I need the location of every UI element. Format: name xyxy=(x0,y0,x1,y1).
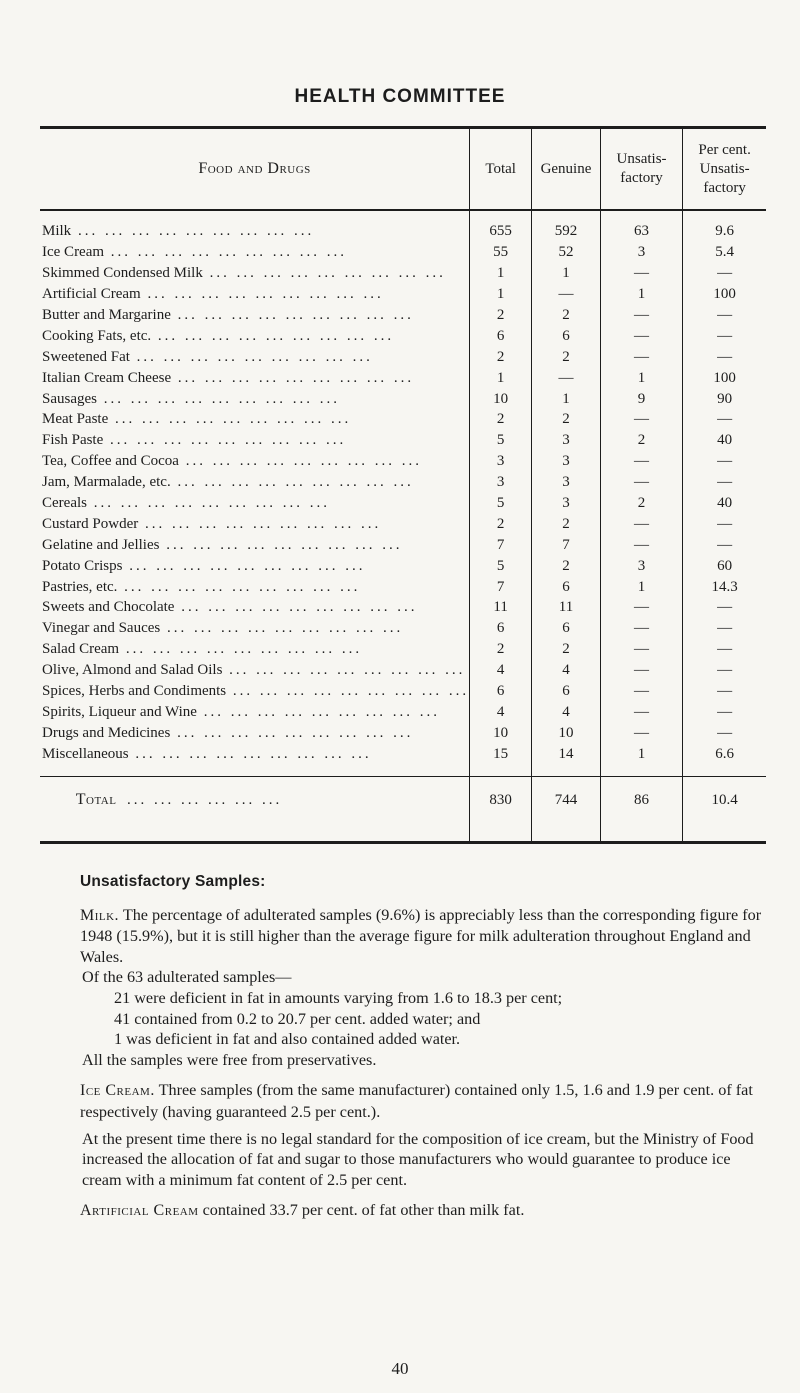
row-genuine: 14 xyxy=(532,743,601,764)
report-text xyxy=(82,872,768,1222)
row-unsatisfactory: — xyxy=(600,513,682,534)
row-percent: — xyxy=(683,305,766,326)
row-percent: — xyxy=(683,472,766,493)
row-total: 655 xyxy=(470,221,532,242)
row-genuine: 6 xyxy=(532,618,601,639)
row-food-name: Cooking Fats, etc. ... ... ... ... ... ... ... ... ... xyxy=(42,327,395,344)
row-percent: — xyxy=(683,701,766,722)
row-food-name: Milk ... ... ... ... ... ... ... ... ... xyxy=(42,223,315,240)
row-unsatisfactory: — xyxy=(600,305,682,326)
table-row xyxy=(40,639,766,660)
row-percent: — xyxy=(683,597,766,618)
row-food-name: Salad Cream ... ... ... ... ... ... ... ... ... xyxy=(42,641,363,658)
row-genuine: — xyxy=(532,367,601,388)
row-genuine: 3 xyxy=(532,493,601,514)
row-genuine: 1 xyxy=(532,388,601,409)
row-genuine: 3 xyxy=(532,430,601,451)
total-unsatisfactory: 86 xyxy=(600,777,682,824)
row-total: 5 xyxy=(470,555,532,576)
table-row xyxy=(40,430,766,451)
row-total: 6 xyxy=(470,618,532,639)
row-percent: — xyxy=(683,681,766,702)
row-food-name: Butter and Margarine ... ... ... ... ... ... ... ... ... xyxy=(42,307,414,323)
total-row xyxy=(40,777,766,824)
row-total: 2 xyxy=(470,346,532,367)
row-unsatisfactory: — xyxy=(600,472,682,493)
row-genuine: 4 xyxy=(532,660,601,681)
total-label: Total ... ... ... ... ... ... xyxy=(40,777,470,824)
row-percent: — xyxy=(683,451,766,472)
table-row xyxy=(40,451,766,472)
table-row xyxy=(40,263,766,284)
milk-list-item: 41 contained from 0.2 to 20.7 per cent. added water; and xyxy=(114,1009,481,1028)
row-total: 15 xyxy=(470,743,532,764)
total-percent: 10.4 xyxy=(683,777,766,824)
row-unsatisfactory: — xyxy=(600,597,682,618)
row-total: 6 xyxy=(470,325,532,346)
row-genuine: 2 xyxy=(532,555,601,576)
table-row xyxy=(40,722,766,743)
total-genuine: 744 xyxy=(532,777,601,824)
row-genuine: 6 xyxy=(532,325,601,346)
row-percent: 40 xyxy=(683,430,766,451)
row-unsatisfactory: — xyxy=(600,660,682,681)
food-drugs-table xyxy=(40,126,766,844)
row-food-name: Tea, Coffee and Cocoa ... ... ... ... ... ... ... ... ... xyxy=(42,453,422,470)
row-total: 1 xyxy=(470,263,532,284)
row-percent: 9.6 xyxy=(683,221,766,242)
table-row xyxy=(40,555,766,576)
table-row xyxy=(40,346,766,367)
table-row xyxy=(40,493,766,514)
row-percent: — xyxy=(683,263,766,284)
page-number: 40 xyxy=(391,1359,409,1378)
row-genuine: 3 xyxy=(532,472,601,493)
row-unsatisfactory: — xyxy=(600,618,682,639)
ice-cream-standard-text: At the present time there is no legal standard for the composition of ice cream, but the Ministry of Food increased the allocation of fat and sugar to those manufacturers who would guarantee to produce ice cream with a minimum fat content of 2.5 per cent. xyxy=(82,1129,754,1189)
row-food-name: Olive, Almond and Salad Oils ... ... ... ... ... ... ... ... ... xyxy=(42,662,466,679)
total-total: 830 xyxy=(470,777,532,824)
row-food-name: Italian Cream Cheese ... ... ... ... ... ... ... ... ... xyxy=(42,369,415,386)
row-unsatisfactory: 1 xyxy=(600,743,682,764)
row-food-name: Miscellaneous ... ... ... ... ... ... ... ... ... xyxy=(42,745,372,762)
row-food-name: Potato Crisps ... ... ... ... ... ... ... ... ... xyxy=(42,557,366,574)
row-unsatisfactory: — xyxy=(600,325,682,346)
header-row xyxy=(40,128,766,211)
row-food-name: Pastries, etc. ... ... ... ... ... ... ... ... ... xyxy=(42,578,361,595)
table-row xyxy=(40,660,766,681)
table-row xyxy=(40,221,766,242)
row-food-name: Jam, Marmalade, etc. ... ... ... ... ... ... ... ... ... xyxy=(42,474,414,491)
row-unsatisfactory: 63 xyxy=(600,221,682,242)
row-total: 2 xyxy=(470,639,532,660)
row-food-name: Vinegar and Sauces ... ... ... ... ... ... ... ... ... xyxy=(42,620,404,637)
row-unsatisfactory: 1 xyxy=(600,576,682,597)
table-row xyxy=(40,409,766,430)
row-genuine: — xyxy=(532,284,601,305)
row-percent: — xyxy=(683,513,766,534)
section-heading: Unsatisfactory Samples: xyxy=(80,873,266,890)
row-total: 2 xyxy=(470,409,532,430)
row-percent: 6.6 xyxy=(683,743,766,764)
row-genuine: 3 xyxy=(532,451,601,472)
row-genuine: 592 xyxy=(532,221,601,242)
row-percent: 100 xyxy=(683,284,766,305)
row-total: 1 xyxy=(470,367,532,388)
row-percent: — xyxy=(683,618,766,639)
table-row xyxy=(40,618,766,639)
table-row xyxy=(40,534,766,555)
row-genuine: 6 xyxy=(532,576,601,597)
table-row xyxy=(40,305,766,326)
row-total: 7 xyxy=(470,534,532,555)
table-row xyxy=(40,576,766,597)
row-genuine: 2 xyxy=(532,409,601,430)
row-unsatisfactory: — xyxy=(600,451,682,472)
row-percent: — xyxy=(683,325,766,346)
row-percent: — xyxy=(683,660,766,681)
row-food-name: Spirits, Liqueur and Wine ... ... ... ... ... ... ... ... ... xyxy=(42,703,440,720)
table-row xyxy=(40,701,766,722)
row-total: 10 xyxy=(470,722,532,743)
row-unsatisfactory: 1 xyxy=(600,284,682,305)
row-unsatisfactory: 3 xyxy=(600,242,682,263)
row-food-name: Spices, Herbs and Condiments ... ... ... ... ... ... ... ... ... xyxy=(42,683,470,700)
milk-list-item: 21 were deficient in fat in amounts varying from 1.6 to 18.3 per cent; xyxy=(114,988,563,1007)
row-total: 5 xyxy=(470,430,532,451)
row-total: 10 xyxy=(470,388,532,409)
table-row xyxy=(40,743,766,764)
row-total: 4 xyxy=(470,660,532,681)
row-unsatisfactory: — xyxy=(600,534,682,555)
row-unsatisfactory: 2 xyxy=(600,493,682,514)
row-food-name: Skimmed Condensed Milk ... ... ... ... ... ... ... ... ... xyxy=(42,265,446,282)
ice-cream-paragraph: Ice Cream. Three samples (from the same manufacturer) contained only 1.5, 1.6 and 1.9 per cent. of fat respectively (having guaranteed 2.5 per cent.). xyxy=(80,1081,753,1121)
row-percent: 100 xyxy=(683,367,766,388)
row-genuine: 52 xyxy=(532,242,601,263)
row-total: 5 xyxy=(470,493,532,514)
row-genuine: 10 xyxy=(532,722,601,743)
row-genuine: 7 xyxy=(532,534,601,555)
row-percent: 40 xyxy=(683,493,766,514)
row-total: 7 xyxy=(470,576,532,597)
row-percent: 5.4 xyxy=(683,242,766,263)
row-genuine: 2 xyxy=(532,346,601,367)
table-row xyxy=(40,472,766,493)
row-genuine: 2 xyxy=(532,513,601,534)
header-genuine: Genuine xyxy=(532,128,601,211)
row-genuine: 1 xyxy=(532,263,601,284)
row-unsatisfactory: 1 xyxy=(600,367,682,388)
row-genuine: 4 xyxy=(532,701,601,722)
milk-preservatives-text: All the samples were free from preservatives. xyxy=(82,1050,377,1069)
row-genuine: 11 xyxy=(532,597,601,618)
header-unsatisfactory: Unsatis- factory xyxy=(600,128,682,211)
table-row xyxy=(40,681,766,702)
row-percent: — xyxy=(683,534,766,555)
row-percent: 14.3 xyxy=(683,576,766,597)
row-total: 1 xyxy=(470,284,532,305)
table-row xyxy=(40,242,766,263)
row-genuine: 6 xyxy=(532,681,601,702)
row-percent: — xyxy=(683,409,766,430)
row-genuine: 2 xyxy=(532,305,601,326)
row-unsatisfactory: — xyxy=(600,409,682,430)
row-food-name: Fish Paste ... ... ... ... ... ... ... ... ... xyxy=(42,432,347,449)
table-row xyxy=(40,367,766,388)
row-food-name: Ice Cream ... ... ... ... ... ... ... ... ... xyxy=(42,244,348,261)
row-food-name: Cereals ... ... ... ... ... ... ... ... ... xyxy=(42,495,330,512)
row-percent: — xyxy=(683,722,766,743)
row-total: 4 xyxy=(470,701,532,722)
row-total: 2 xyxy=(470,513,532,534)
table-row xyxy=(40,284,766,305)
artificial-cream-paragraph: Artificial Cream contained 33.7 per cent. of fat other than milk fat. xyxy=(80,1201,525,1220)
row-total: 2 xyxy=(470,305,532,326)
milk-of-text: Of the 63 adulterated samples— xyxy=(82,968,292,987)
row-unsatisfactory: — xyxy=(600,681,682,702)
row-percent: — xyxy=(683,346,766,367)
header-food-drugs: Food and Drugs xyxy=(198,160,311,177)
row-total: 11 xyxy=(470,597,532,618)
row-percent: 60 xyxy=(683,555,766,576)
row-total: 3 xyxy=(470,451,532,472)
row-food-name: Sausages ... ... ... ... ... ... ... ... ... xyxy=(42,390,340,407)
milk-paragraph: Milk. The percentage of adulterated samples (9.6%) is appreciably less than the corresponding figure for 1948 (15.9%), but it is still higher than the average figure for milk adulteration throughout England and Wales. xyxy=(80,905,762,966)
row-food-name: Drugs and Medicines ... ... ... ... ... ... ... ... ... xyxy=(42,724,414,741)
table-row xyxy=(40,513,766,534)
row-food-name: Sweetened Fat ... ... ... ... ... ... ... ... ... xyxy=(42,348,373,365)
row-unsatisfactory: — xyxy=(600,346,682,367)
row-total: 55 xyxy=(470,242,532,263)
row-unsatisfactory: 2 xyxy=(600,430,682,451)
row-food-name: Custard Powder ... ... ... ... ... ... ... ... ... xyxy=(42,515,382,532)
row-food-name: Meat Paste ... ... ... ... ... ... ... ... ... xyxy=(42,411,352,428)
header-percent-unsatisfactory: Per cent. Unsatis- factory xyxy=(683,128,766,211)
row-unsatisfactory: — xyxy=(600,722,682,743)
row-unsatisfactory: — xyxy=(600,701,682,722)
row-food-name: Artificial Cream ... ... ... ... ... ... ... ... ... xyxy=(42,286,384,303)
row-food-name: Sweets and Chocolate ... ... ... ... ... ... ... ... ... xyxy=(42,599,418,616)
row-total: 3 xyxy=(470,472,532,493)
row-unsatisfactory: 9 xyxy=(600,388,682,409)
row-total: 6 xyxy=(470,681,532,702)
header-total: Total xyxy=(470,128,532,211)
page-title: HEALTH COMMITTEE xyxy=(294,86,506,107)
row-percent: 90 xyxy=(683,388,766,409)
row-food-name: Gelatine and Jellies ... ... ... ... ... ... ... ... ... xyxy=(42,536,403,553)
row-unsatisfactory: 3 xyxy=(600,555,682,576)
table-row xyxy=(40,388,766,409)
row-unsatisfactory: — xyxy=(600,639,682,660)
row-unsatisfactory: — xyxy=(600,263,682,284)
table-row xyxy=(40,597,766,618)
row-percent: — xyxy=(683,639,766,660)
milk-list-item: 1 was deficient in fat and also contained added water. xyxy=(114,1030,461,1049)
row-genuine: 2 xyxy=(532,639,601,660)
table-row xyxy=(40,325,766,346)
